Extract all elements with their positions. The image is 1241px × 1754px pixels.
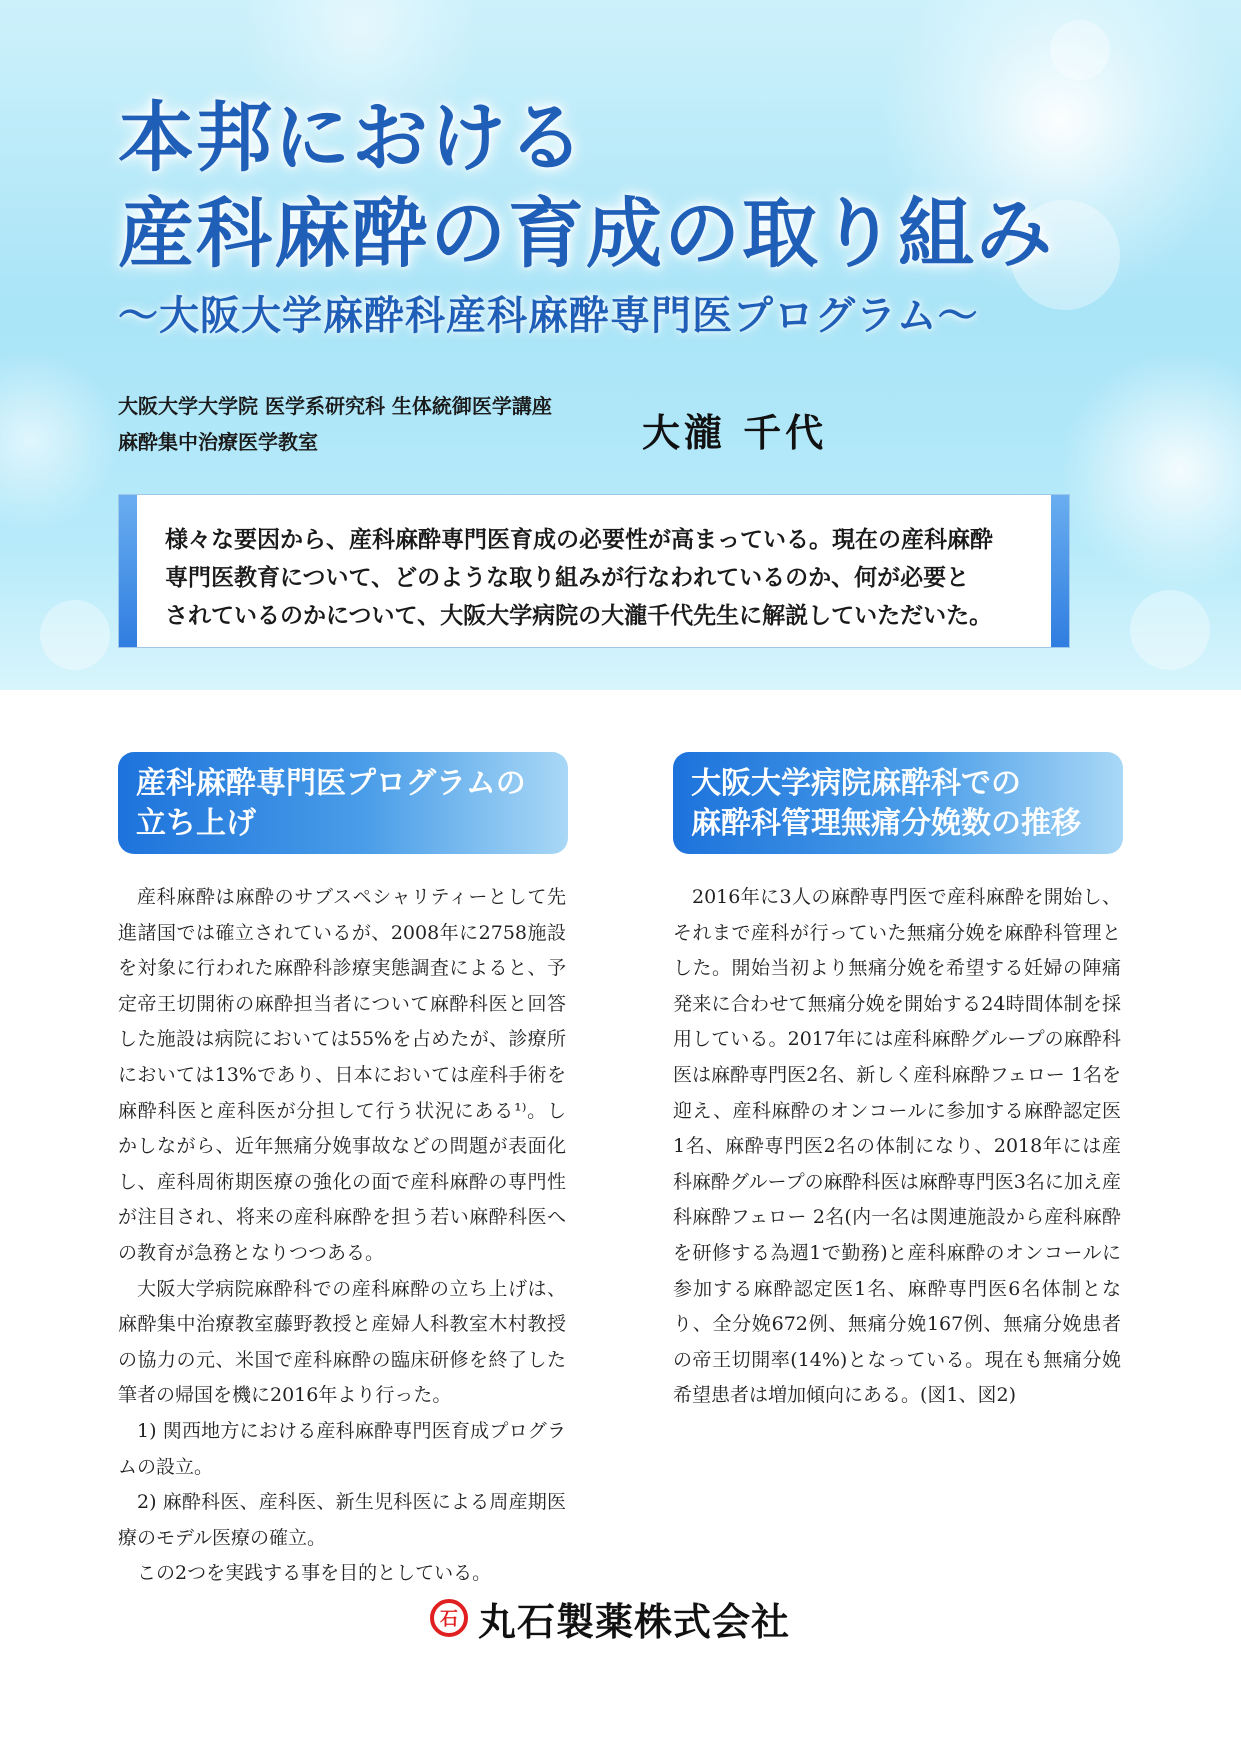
company-logo bbox=[430, 1590, 790, 1646]
section2-body bbox=[673, 880, 1121, 1414]
section1-paragraph: 大阪大学病院麻酔科での産科麻酔の立ち上げは、麻酔集中治療教室藤野教授と産婦人科教室木村教授の協力の元、米国で産科麻酔の臨床研修を終了した筆者の帰国を機に2016年より行った。 bbox=[118, 1277, 566, 1407]
affiliation-line-1: 大阪大学大学院 医学系研究科 生体統御医学講座 bbox=[118, 394, 552, 418]
page-subtitle: ～大阪大学麻酔科産科麻酔専門医プログラム～ bbox=[118, 293, 979, 339]
company-mark-icon: 石 bbox=[430, 1599, 468, 1637]
section-heading-program-launch bbox=[118, 752, 568, 854]
author-affiliation bbox=[118, 388, 552, 460]
lead-line-1: 様々な要因から、産科麻酔専門医育成の必要性が高まっている。現在の産科麻酔 bbox=[165, 527, 993, 553]
section1-heading-line-1: 産科麻酔専門医プログラムの bbox=[136, 766, 526, 801]
header-banner bbox=[0, 0, 1241, 690]
section1-paragraph: 2) 麻酔科医、産科医、新生児科医による周産期医療のモデル医療の確立。 bbox=[118, 1491, 566, 1549]
section2-heading-line-2: 麻酔科管理無痛分娩数の推移 bbox=[691, 806, 1081, 841]
section-heading-delivery-trend bbox=[673, 752, 1123, 854]
section1-body bbox=[118, 880, 566, 1592]
company-name: 丸石製薬株式会社 bbox=[478, 1599, 791, 1644]
section2-paragraph: 2016年に3人の麻酔専門医で産科麻酔を開始し、それまで産科が行っていた無痛分娩を麻酔科管理とした。開始当初より無痛分娩を希望する妊婦の陣痛発来に合わせて無痛分娩を開始する24時間体制を採用している。2017年には産科麻酔グループの麻酔科医は麻酔専門医2名、新しく産科麻酔フェロー 1名を迎え、産科麻酔のオンコールに参加する麻酔認定医1名、麻酔専門医2名の体制になり、2018年には産科麻酔グループの麻酔科医は麻酔専門医3名に加え産科麻酔フェロー 2名(内一名は関連施設から産科麻酔を研修する為週1で勤務)と産科麻酔のオンコールに参加する麻酔認定医1名、麻酔専門医6名体制となり、全分娩672例、無痛分娩167例、無痛分娩患者の帝王切開率(14%)となっている。現在も無痛分娩希望患者は増加傾向にある。(図1、図2) bbox=[673, 886, 1121, 1407]
page-title bbox=[118, 90, 1054, 282]
section2-heading-line-1: 大阪大学病院麻酔科での bbox=[691, 766, 1021, 801]
bokeh-bubble bbox=[1130, 590, 1210, 670]
lead-line-3: されているのかについて、大阪大学病院の大瀧千代先生に解説していただいた。 bbox=[165, 603, 993, 629]
affiliation-line-2: 麻酔集中治療医学教室 bbox=[118, 430, 318, 454]
lead-text bbox=[165, 521, 1045, 635]
section1-paragraph: この2つを実践する事を目的としている。 bbox=[137, 1562, 492, 1585]
lead-box bbox=[118, 494, 1070, 648]
section1-paragraph: 産科麻酔は麻酔のサブスペシャリティーとして先進諸国では確立されているが、2008年に2758施設を対象に行われた麻酔科診療実態調査によると、予定帝王切開術の麻酔担当者について麻酔科医と回答した施設は病院においては55%を占めたが、診療所においては13%であり、日本においては産科手術を麻酔科医と産科医が分担して行う状況にある¹⁾。しかしながら、近年無痛分娩事故などの問題が表面化し、産科周術期医療の強化の面で産科麻酔の専門性が注目され、将来の産科麻酔を担う若い麻酔科医への教育が急務となりつつある。 bbox=[118, 886, 566, 1264]
bokeh-bubble bbox=[1050, 20, 1110, 80]
bokeh-bubble bbox=[40, 600, 110, 670]
section1-paragraph: 1) 関西地方における産科麻酔専門医育成プログラムの設立。 bbox=[118, 1419, 566, 1478]
author-name: 大瀧 千代 bbox=[642, 411, 828, 455]
title-line-2: 産科麻酔の育成の取り組み bbox=[118, 189, 1054, 278]
title-line-1: 本邦における bbox=[118, 93, 586, 182]
lead-line-2: 専門医教育について、どのような取り組みが行なわれているのか、何が必要と bbox=[165, 565, 970, 591]
section1-heading-line-2: 立ち上げ bbox=[136, 806, 256, 841]
